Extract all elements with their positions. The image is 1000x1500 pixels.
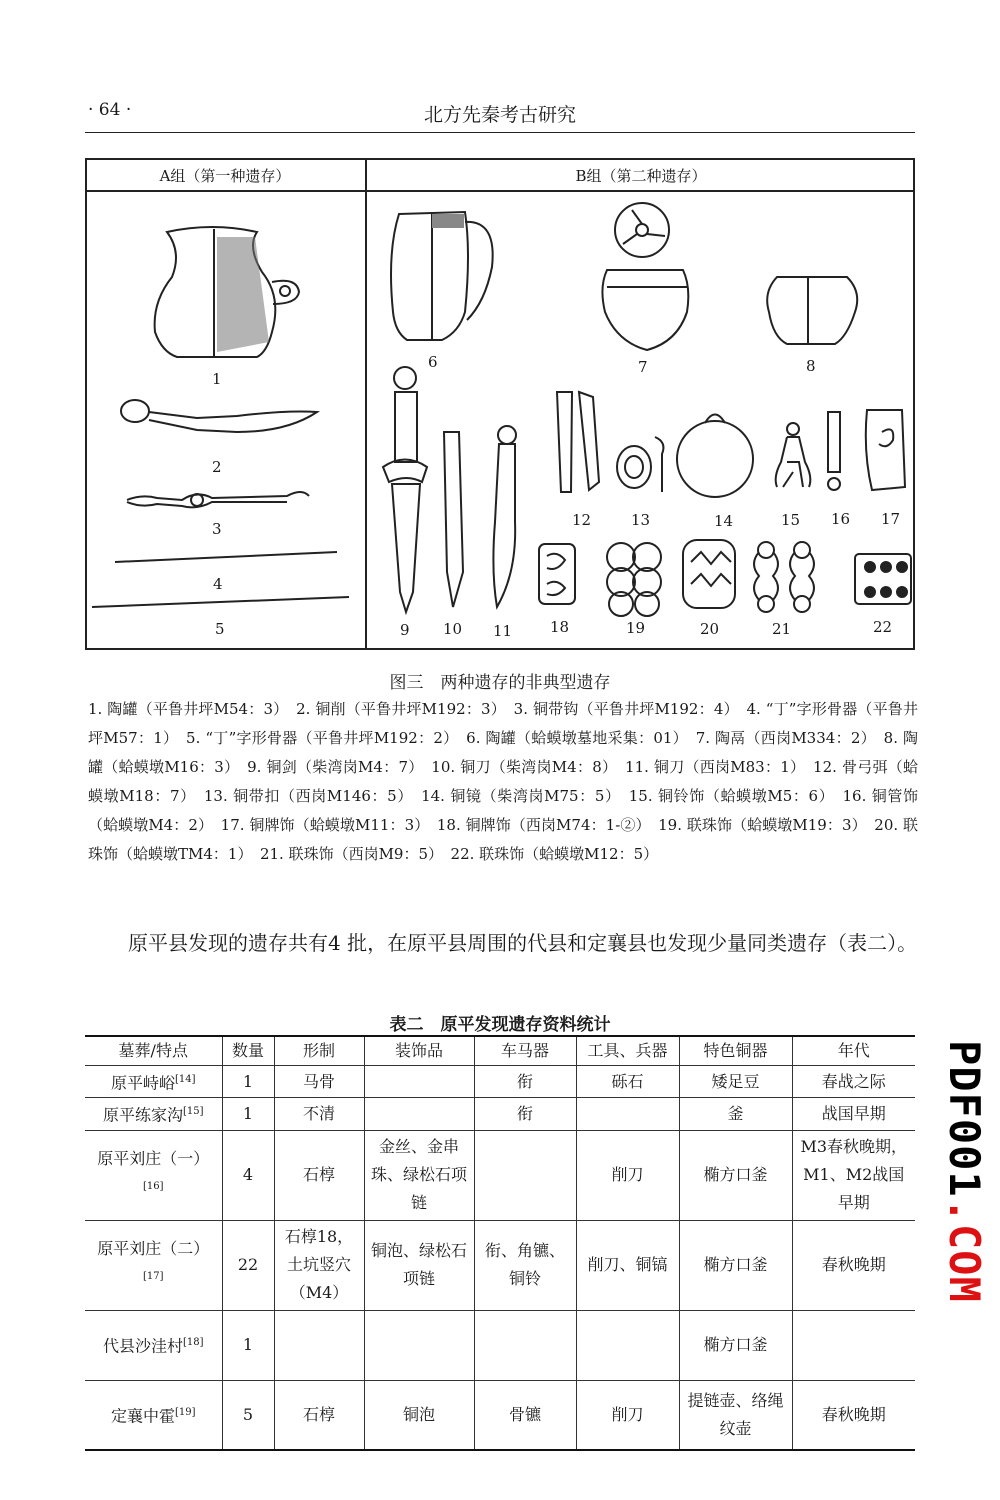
chariot-cell [474,1310,576,1380]
fig-number-20: 20 [700,620,720,638]
shape-cell: 马骨 [274,1066,364,1098]
table-row [85,1380,915,1450]
table-header-row [85,1036,915,1066]
artifact-14-mirror-drawing [677,415,753,498]
table-header-cell: 工具、兵器 [576,1036,679,1066]
fig-number-9: 9 [400,621,410,639]
artifact-22-plaque-drawing [855,554,911,604]
site-cell: 代县沙洼村[18] [85,1310,222,1380]
fig-number-22: 22 [873,618,893,636]
ornament-cell: 铜泡、绿松石项链 [364,1220,474,1310]
shape-cell: 石椁 [274,1380,364,1450]
ornament-cell [364,1310,474,1380]
group-b-label: B组（第二种遗存） [575,167,707,185]
era-cell: 春秋晚期 [792,1220,915,1310]
bronze-cell: 椭方口釜 [679,1310,792,1380]
fig-number-7: 7 [638,358,648,376]
fig-number-2: 2 [212,458,222,476]
fig-number-19: 19 [626,619,646,637]
fig-number-17: 17 [881,510,901,528]
ornament-cell: 金丝、金串珠、绿松石项链 [364,1130,474,1220]
artifact-5-rod-drawing [92,597,349,607]
bronze-cell: 釜 [679,1098,792,1130]
artifact-2-knife-drawing [121,400,317,432]
table-header-cell: 年代 [792,1036,915,1066]
shape-cell: 石椁 [274,1130,364,1220]
tool-cell [576,1098,679,1130]
chariot-cell: 骨镳 [474,1380,576,1450]
artifact-6-jar-drawing [391,212,493,340]
chariot-cell [474,1130,576,1220]
fig-number-1: 1 [212,370,222,388]
shape-cell [274,1310,364,1380]
fig-number-6: 6 [428,353,438,371]
era-cell: M3春秋晚期，M1、M2战国早期 [792,1130,915,1220]
table-header-cell: 车马器 [474,1036,576,1066]
fig-number-10: 10 [443,620,463,638]
count-cell: 22 [222,1220,274,1310]
table-row [85,1066,915,1098]
table-header-cell: 墓葬/特点 [85,1036,222,1066]
artifact-9-sword-drawing [383,367,427,612]
table-header-cell: 特色铜器 [679,1036,792,1066]
artifact-16-tube-drawing [828,412,840,490]
bronze-cell: 矮足豆 [679,1066,792,1098]
site-cell: 定襄中霍[19] [85,1380,222,1450]
ornament-cell: 铜泡 [364,1380,474,1450]
fig-number-15: 15 [781,511,801,529]
watermark: PDF001.COM [940,1040,989,1303]
artifact-4-rod-drawing [115,552,337,562]
fig-number-4: 4 [213,575,223,593]
tool-cell: 削刀 [576,1130,679,1220]
fig-number-13: 13 [631,511,651,529]
fig-number-8: 8 [806,357,816,375]
era-cell: 春战之际 [792,1066,915,1098]
site-cell: 原平刘庄（二）[17] [85,1220,222,1310]
chariot-cell: 衔、角镳、铜铃 [474,1220,576,1310]
era-cell [792,1310,915,1380]
artifact-18-plaque-drawing [539,544,575,604]
ornament-cell [364,1098,474,1130]
artifact-20-beads-drawing [683,540,735,608]
book-title: 北方先秦考古研究 [423,104,576,126]
page-number: · 64 · [88,100,132,120]
tool-cell [576,1310,679,1380]
body-paragraph: 原平县发现的遗存共有4 批，在原平县周围的代县和定襄县也发现少量同类遗存（表二）。 [128,931,918,955]
artifact-17-plaque-drawing [866,410,905,490]
artifact-12-bow-tip-drawing [557,392,599,492]
fig-number-18: 18 [550,618,570,636]
shape-cell: 不清 [274,1098,364,1130]
table-row [85,1220,915,1310]
figure-caption-title: 图三 两种遗存的非典型遗存 [389,673,611,693]
fig-number-11: 11 [493,622,513,640]
artifact-10-knife-drawing [444,432,463,607]
table-title: 表二 原平发现遗存资料统计 [389,1015,611,1035]
fig-number-16: 16 [831,510,851,528]
artifact-3-belt-hook-drawing [127,492,309,507]
count-cell: 1 [222,1098,274,1130]
bronze-cell: 提链壶、络绳纹壶 [679,1380,792,1450]
artifact-drawings [87,192,913,648]
table-header-cell: 装饰品 [364,1036,474,1066]
artifact-15-bell-drawing [776,423,811,487]
data-table [85,1035,915,1451]
fig-number-5: 5 [215,620,225,638]
era-cell: 战国早期 [792,1098,915,1130]
artifact-8-pot-drawing [767,277,857,344]
artifact-7-tripod-drawing [602,203,688,350]
table-row [85,1310,915,1380]
ornament-cell [364,1066,474,1098]
header-rule [85,132,915,133]
fig-number-3: 3 [212,520,222,538]
tool-cell: 削刀 [576,1380,679,1450]
count-cell: 1 [222,1066,274,1098]
fig-number-21: 21 [772,620,792,638]
tool-cell: 削刀、铜镐 [576,1220,679,1310]
table-header-cell: 形制 [274,1036,364,1066]
table-row [85,1098,915,1130]
artifact-21-beads-drawing [754,542,814,612]
chariot-cell: 衔 [474,1066,576,1098]
count-cell: 4 [222,1130,274,1220]
bronze-cell: 椭方口釜 [679,1220,792,1310]
artifact-1-jar-drawing [155,227,299,357]
tool-cell: 砾石 [576,1066,679,1098]
table-row [85,1130,915,1220]
era-cell: 春秋晚期 [792,1380,915,1450]
site-cell: 原平练家沟[15] [85,1098,222,1130]
artifact-13-buckle-drawing [617,437,663,492]
shape-cell: 石椁18，土坑竖穴（M4） [274,1220,364,1310]
fig-number-14: 14 [714,512,734,530]
count-cell: 5 [222,1380,274,1450]
site-cell: 原平峙峪[14] [85,1066,222,1098]
site-cell: 原平刘庄（一）[16] [85,1130,222,1220]
figure-caption-text: 1. 陶罐（平鲁井坪M54：3） 2. 铜削（平鲁井坪M192：3） 3. 铜带钩（平鲁井坪M192：4） 4. “丁”字形骨器（平鲁井坪M57：1） 5. “丁”字形骨器（平鲁井坪M192：2） 6. 陶罐（蛤蟆墩墓地采集：01） 7. 陶鬲（西岗M334：2） 8. 陶罐（蛤蟆墩M16：3） 9. 铜剑（柴湾岗M4：7） 10. 铜刀（柴湾岗M4：8） 11. 铜刀（西岗M83：1） 12. 骨弓弭（蛤蟆墩M18：7） 13. 铜带扣（西岗M146：5） 14. 铜镜（柴湾岗M75：5） 15. 铜铃饰（蛤蟆墩M5：6） 16. 铜管饰（蛤蟆墩M4：2） 17. 铜牌饰（蛤蟆墩M11：3） 18. 铜牌饰（西岗M74：1-②） 19. 联珠饰（蛤蟆墩M19：3） 20. 联珠饰（蛤蟆墩TM4：1） 21. 联珠饰（西岗M9：5） 22. 联珠饰（蛤蟆墩M12：5） [88,700,918,863]
bronze-cell: 椭方口釜 [679,1130,792,1220]
table-header-cell: 数量 [222,1036,274,1066]
group-a-label: A组（第一种遗存） [159,167,291,185]
artifact-11-knife-drawing [493,426,516,607]
count-cell: 1 [222,1310,274,1380]
chariot-cell: 衔 [474,1098,576,1130]
fig-number-12: 12 [572,511,592,529]
artifact-19-beads-drawing [607,543,661,616]
